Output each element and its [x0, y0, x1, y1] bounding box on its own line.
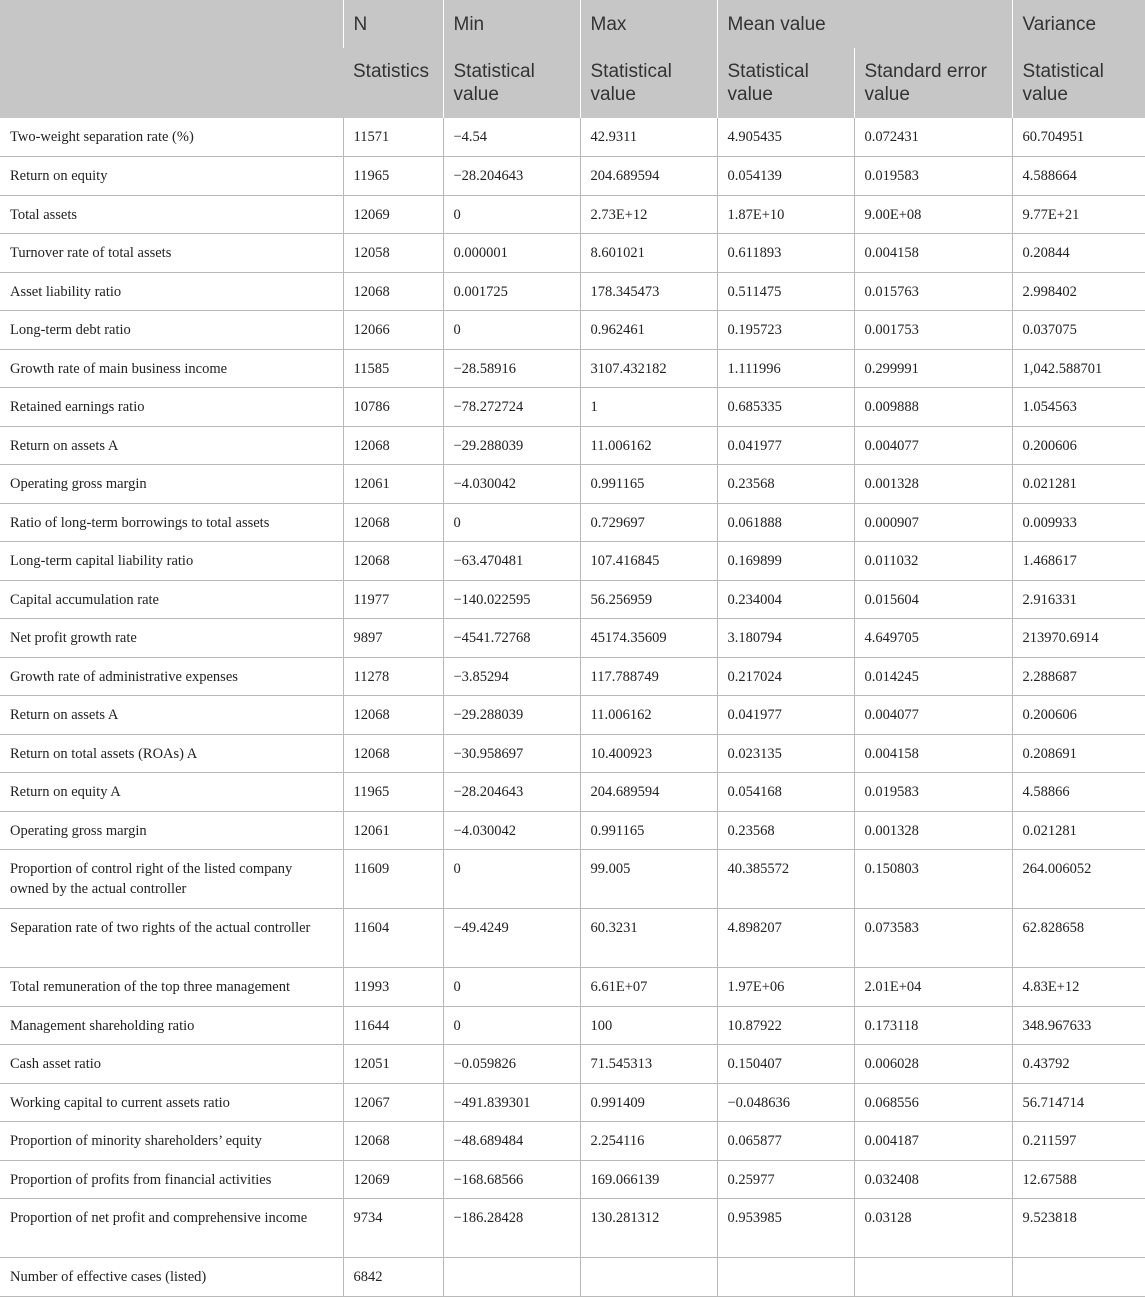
subheader-statistics: Statistics: [343, 48, 443, 118]
header-row-top: [0, 0, 1145, 48]
cell-min: −28.204643: [443, 157, 580, 196]
row-label: Proportion of profits from financial activities: [0, 1160, 343, 1199]
subheader-variance-statistical-value: Statistical value: [1012, 48, 1145, 118]
cell-max: 11.006162: [580, 426, 717, 465]
cell-n: 12069: [343, 195, 443, 234]
row-label: Return on total assets (ROAs) A: [0, 734, 343, 773]
cell-min: −140.022595: [443, 580, 580, 619]
cell-standard-error: 0.068556: [854, 1083, 1012, 1122]
cell-n: 11571: [343, 118, 443, 157]
cell-n: 12058: [343, 234, 443, 273]
cell-variance: 4.83E+12: [1012, 968, 1145, 1007]
cell-mean: 0.953985: [717, 1199, 854, 1258]
cell-max: 1: [580, 388, 717, 427]
table-row: [0, 349, 1145, 388]
table-row: [0, 580, 1145, 619]
cell-min: 0: [443, 1006, 580, 1045]
cell-standard-error: 0.000907: [854, 503, 1012, 542]
cell-max: 107.416845: [580, 542, 717, 581]
cell-min: −30.958697: [443, 734, 580, 773]
cell-variance: 2.998402: [1012, 272, 1145, 311]
table-row: [0, 619, 1145, 658]
table-row: [0, 773, 1145, 812]
cell-variance: 264.006052: [1012, 850, 1145, 909]
cell-standard-error: 0.032408: [854, 1160, 1012, 1199]
cell-n: 12068: [343, 272, 443, 311]
cell-standard-error: 0.072431: [854, 118, 1012, 157]
cell-max: 10.400923: [580, 734, 717, 773]
row-label: Total assets: [0, 195, 343, 234]
cell-n: 11965: [343, 773, 443, 812]
subheader-max-statistical-value: Statistical value: [580, 48, 717, 118]
row-label: Asset liability ratio: [0, 272, 343, 311]
cell-standard-error: 0.015763: [854, 272, 1012, 311]
cell-max: 3107.432182: [580, 349, 717, 388]
table-row: [0, 118, 1145, 157]
cell-mean: 0.169899: [717, 542, 854, 581]
row-label: Two-weight separation rate (%): [0, 118, 343, 157]
cell-min: 0: [443, 968, 580, 1007]
cell-standard-error: 0.004187: [854, 1122, 1012, 1161]
table-row: [0, 465, 1145, 504]
header-corner: [0, 0, 343, 118]
cell-variance: 60.704951: [1012, 118, 1145, 157]
cell-variance: 4.58866: [1012, 773, 1145, 812]
cell-mean: 0.25977: [717, 1160, 854, 1199]
header-min: Min: [443, 0, 580, 48]
cell-max: 100: [580, 1006, 717, 1045]
cell-mean: 0.217024: [717, 657, 854, 696]
cell-n: 12068: [343, 503, 443, 542]
cell-n: 12067: [343, 1083, 443, 1122]
cell-standard-error: 0.03128: [854, 1199, 1012, 1258]
cell-standard-error: 0.011032: [854, 542, 1012, 581]
table-header: [0, 0, 1145, 118]
cell-standard-error: 0.173118: [854, 1006, 1012, 1045]
cell-variance: 4.588664: [1012, 157, 1145, 196]
cell-min: −28.204643: [443, 773, 580, 812]
cell-max: 2.254116: [580, 1122, 717, 1161]
table-row: [0, 1083, 1145, 1122]
row-label: Return on assets A: [0, 696, 343, 735]
row-label: Turnover rate of total assets: [0, 234, 343, 273]
cell-max: 11.006162: [580, 696, 717, 735]
table-row: [0, 1258, 1145, 1297]
cell-max: 99.005: [580, 850, 717, 909]
cell-min: −48.689484: [443, 1122, 580, 1161]
table-row: [0, 1006, 1145, 1045]
cell-mean: 0.041977: [717, 696, 854, 735]
row-label: Management shareholding ratio: [0, 1006, 343, 1045]
cell-min: 0: [443, 195, 580, 234]
cell-max: 130.281312: [580, 1199, 717, 1258]
cell-n: 11993: [343, 968, 443, 1007]
table-row: [0, 272, 1145, 311]
row-label: Growth rate of administrative expenses: [0, 657, 343, 696]
cell-standard-error: 0.019583: [854, 157, 1012, 196]
cell-min: −168.68566: [443, 1160, 580, 1199]
cell-mean: 1.97E+06: [717, 968, 854, 1007]
table-row: [0, 234, 1145, 273]
row-label: Proportion of net profit and comprehensive income: [0, 1199, 343, 1258]
cell-n: 12066: [343, 311, 443, 350]
cell-max: 204.689594: [580, 773, 717, 812]
cell-standard-error: 0.019583: [854, 773, 1012, 812]
table-row: [0, 542, 1145, 581]
cell-mean: 0.023135: [717, 734, 854, 773]
cell-min: −4.030042: [443, 811, 580, 850]
cell-max: 8.601021: [580, 234, 717, 273]
cell-variance: 0.009933: [1012, 503, 1145, 542]
row-label: Return on equity A: [0, 773, 343, 812]
cell-max: 45174.35609: [580, 619, 717, 658]
cell-mean: 0.054168: [717, 773, 854, 812]
cell-min: −4541.72768: [443, 619, 580, 658]
row-label: Proportion of minority shareholders’ equity: [0, 1122, 343, 1161]
row-label: Total remuneration of the top three management: [0, 968, 343, 1007]
cell-n: 9897: [343, 619, 443, 658]
cell-n: 9734: [343, 1199, 443, 1258]
cell-n: 11965: [343, 157, 443, 196]
cell-mean: 3.180794: [717, 619, 854, 658]
cell-n: 10786: [343, 388, 443, 427]
cell-variance: 0.208691: [1012, 734, 1145, 773]
cell-variance: 213970.6914: [1012, 619, 1145, 658]
cell-n: 12068: [343, 696, 443, 735]
cell-n: 11977: [343, 580, 443, 619]
table-row: [0, 195, 1145, 234]
cell-variance: 12.67588: [1012, 1160, 1145, 1199]
table-row: [0, 503, 1145, 542]
row-label: Number of effective cases (listed): [0, 1258, 343, 1297]
cell-variance: 0.211597: [1012, 1122, 1145, 1161]
cell-standard-error: 0.015604: [854, 580, 1012, 619]
header-mean-value: Mean value: [717, 0, 1012, 48]
cell-min: 0: [443, 503, 580, 542]
cell-variance: 0.021281: [1012, 465, 1145, 504]
cell-variance: 0.021281: [1012, 811, 1145, 850]
cell-min: −3.85294: [443, 657, 580, 696]
table-row: [0, 657, 1145, 696]
row-label: Long-term debt ratio: [0, 311, 343, 350]
table-row: [0, 1199, 1145, 1258]
cell-max: 6.61E+07: [580, 968, 717, 1007]
table-row: [0, 811, 1145, 850]
cell-max: [580, 1258, 717, 1297]
cell-variance: 1,042.588701: [1012, 349, 1145, 388]
cell-standard-error: 0.001328: [854, 465, 1012, 504]
cell-max: 71.545313: [580, 1045, 717, 1084]
cell-variance: 0.200606: [1012, 426, 1145, 465]
cell-variance: 56.714714: [1012, 1083, 1145, 1122]
cell-max: 117.788749: [580, 657, 717, 696]
cell-min: −29.288039: [443, 426, 580, 465]
cell-max: 169.066139: [580, 1160, 717, 1199]
cell-variance: 62.828658: [1012, 909, 1145, 968]
cell-max: 0.729697: [580, 503, 717, 542]
cell-min: −0.059826: [443, 1045, 580, 1084]
cell-n: 6842: [343, 1258, 443, 1297]
cell-standard-error: 0.004077: [854, 696, 1012, 735]
cell-max: 204.689594: [580, 157, 717, 196]
row-label: Proportion of control right of the listed company owned by the actual controller: [0, 850, 343, 909]
row-label: Ratio of long-term borrowings to total assets: [0, 503, 343, 542]
cell-standard-error: 0.004158: [854, 734, 1012, 773]
cell-mean: 4.898207: [717, 909, 854, 968]
cell-n: 11278: [343, 657, 443, 696]
cell-min: −186.28428: [443, 1199, 580, 1258]
cell-variance: 2.288687: [1012, 657, 1145, 696]
row-label: Return on equity: [0, 157, 343, 196]
cell-max: 0.991409: [580, 1083, 717, 1122]
cell-variance: 0.037075: [1012, 311, 1145, 350]
cell-mean: 0.23568: [717, 465, 854, 504]
cell-min: 0: [443, 850, 580, 909]
cell-max: 60.3231: [580, 909, 717, 968]
cell-n: 12051: [343, 1045, 443, 1084]
table-row: [0, 1160, 1145, 1199]
cell-n: 11604: [343, 909, 443, 968]
cell-variance: 0.43792: [1012, 1045, 1145, 1084]
cell-mean: 4.905435: [717, 118, 854, 157]
cell-min: −491.839301: [443, 1083, 580, 1122]
cell-standard-error: 9.00E+08: [854, 195, 1012, 234]
cell-variance: 1.054563: [1012, 388, 1145, 427]
row-label: Working capital to current assets ratio: [0, 1083, 343, 1122]
cell-n: 12068: [343, 542, 443, 581]
cell-mean: 0.041977: [717, 426, 854, 465]
cell-mean: 0.234004: [717, 580, 854, 619]
table-row: [0, 734, 1145, 773]
table-row: [0, 968, 1145, 1007]
cell-mean: 0.685335: [717, 388, 854, 427]
row-label: Operating gross margin: [0, 811, 343, 850]
table-row: [0, 696, 1145, 735]
cell-standard-error: 4.649705: [854, 619, 1012, 658]
row-label: Return on assets A: [0, 426, 343, 465]
cell-n: 12061: [343, 465, 443, 504]
cell-max: 0.991165: [580, 465, 717, 504]
table-row: [0, 850, 1145, 909]
cell-max: 2.73E+12: [580, 195, 717, 234]
cell-min: −49.4249: [443, 909, 580, 968]
cell-mean: 40.385572: [717, 850, 854, 909]
cell-variance: [1012, 1258, 1145, 1297]
cell-max: 0.962461: [580, 311, 717, 350]
cell-max: 178.345473: [580, 272, 717, 311]
cell-min: −28.58916: [443, 349, 580, 388]
cell-max: 0.991165: [580, 811, 717, 850]
cell-min: −63.470481: [443, 542, 580, 581]
cell-min: 0.001725: [443, 272, 580, 311]
cell-variance: 9.523818: [1012, 1199, 1145, 1258]
cell-standard-error: 0.073583: [854, 909, 1012, 968]
cell-mean: 1.87E+10: [717, 195, 854, 234]
cell-min: 0.000001: [443, 234, 580, 273]
cell-standard-error: 0.001328: [854, 811, 1012, 850]
cell-n: 11585: [343, 349, 443, 388]
row-label: Net profit growth rate: [0, 619, 343, 658]
row-label: Long-term capital liability ratio: [0, 542, 343, 581]
cell-mean: 0.23568: [717, 811, 854, 850]
cell-mean: −0.048636: [717, 1083, 854, 1122]
cell-mean: 0.061888: [717, 503, 854, 542]
cell-variance: 2.916331: [1012, 580, 1145, 619]
cell-mean: 0.611893: [717, 234, 854, 273]
cell-standard-error: 0.009888: [854, 388, 1012, 427]
cell-variance: 0.20844: [1012, 234, 1145, 273]
cell-max: 42.9311: [580, 118, 717, 157]
cell-n: 11609: [343, 850, 443, 909]
cell-mean: [717, 1258, 854, 1297]
cell-min: 0: [443, 311, 580, 350]
row-label: Retained earnings ratio: [0, 388, 343, 427]
cell-max: 56.256959: [580, 580, 717, 619]
cell-variance: 348.967633: [1012, 1006, 1145, 1045]
cell-standard-error: 0.001753: [854, 311, 1012, 350]
subheader-standard-error-value: Standard error value: [854, 48, 1012, 118]
row-label: Separation rate of two rights of the actual controller: [0, 909, 343, 968]
row-label: Growth rate of main business income: [0, 349, 343, 388]
cell-mean: 0.054139: [717, 157, 854, 196]
cell-min: [443, 1258, 580, 1297]
cell-n: 11644: [343, 1006, 443, 1045]
table-row: [0, 909, 1145, 968]
cell-standard-error: 0.006028: [854, 1045, 1012, 1084]
cell-standard-error: 0.004077: [854, 426, 1012, 465]
cell-mean: 0.065877: [717, 1122, 854, 1161]
cell-n: 12068: [343, 426, 443, 465]
row-label: Capital accumulation rate: [0, 580, 343, 619]
cell-mean: 0.150407: [717, 1045, 854, 1084]
row-label: Cash asset ratio: [0, 1045, 343, 1084]
header-n: N: [343, 0, 443, 48]
table-row: [0, 1045, 1145, 1084]
cell-standard-error: 0.014245: [854, 657, 1012, 696]
cell-min: −4.54: [443, 118, 580, 157]
cell-n: 12068: [343, 1122, 443, 1161]
cell-standard-error: 0.150803: [854, 850, 1012, 909]
subheader-min-statistical-value: Statistical value: [443, 48, 580, 118]
table-row: [0, 157, 1145, 196]
table-row: [0, 1122, 1145, 1161]
cell-standard-error: 0.004158: [854, 234, 1012, 273]
cell-standard-error: [854, 1258, 1012, 1297]
cell-n: 12069: [343, 1160, 443, 1199]
table-body: [0, 118, 1145, 1296]
cell-mean: 0.511475: [717, 272, 854, 311]
subheader-mean-statistical-value: Statistical value: [717, 48, 854, 118]
table-row: [0, 311, 1145, 350]
header-variance: Variance: [1012, 0, 1145, 48]
cell-min: −4.030042: [443, 465, 580, 504]
cell-mean: 0.195723: [717, 311, 854, 350]
cell-min: −29.288039: [443, 696, 580, 735]
cell-mean: 10.87922: [717, 1006, 854, 1045]
row-label: Operating gross margin: [0, 465, 343, 504]
cell-standard-error: 2.01E+04: [854, 968, 1012, 1007]
cell-min: −78.272724: [443, 388, 580, 427]
cell-n: 12068: [343, 734, 443, 773]
table-row: [0, 426, 1145, 465]
cell-n: 12061: [343, 811, 443, 850]
table-row: [0, 388, 1145, 427]
cell-variance: 1.468617: [1012, 542, 1145, 581]
cell-variance: 0.200606: [1012, 696, 1145, 735]
header-max: Max: [580, 0, 717, 48]
cell-variance: 9.77E+21: [1012, 195, 1145, 234]
cell-standard-error: 0.299991: [854, 349, 1012, 388]
cell-mean: 1.111996: [717, 349, 854, 388]
